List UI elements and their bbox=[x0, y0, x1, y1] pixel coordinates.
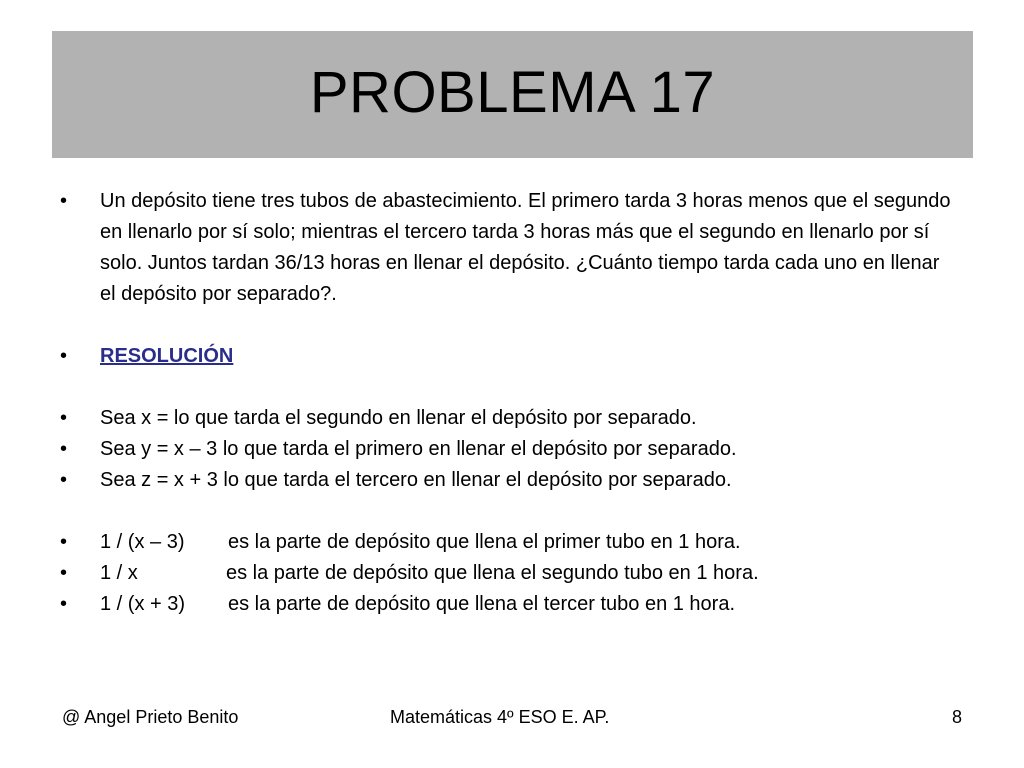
definition-x bbox=[60, 403, 960, 434]
bullet-icon: • bbox=[60, 345, 68, 367]
title-bar bbox=[52, 31, 973, 158]
rate-first-tube bbox=[60, 527, 960, 558]
resolution-link[interactable]: RESOLUCIÓN bbox=[100, 345, 234, 367]
rate-third-text: es la parte de depósito que llena el tercer tubo en 1 hora. bbox=[228, 593, 736, 615]
bullet-icon: • bbox=[60, 469, 68, 491]
definition-z-text: Sea z = x + 3 lo que tarda el tercero en llenar el depósito por separado. bbox=[100, 469, 732, 491]
bullet-icon: • bbox=[60, 407, 68, 429]
rate-first-text: es la parte de depósito que llena el primer tubo en 1 hora. bbox=[228, 531, 741, 553]
rate-second-expr: 1 / x bbox=[100, 562, 138, 584]
footer-author: @ Angel Prieto Benito bbox=[62, 707, 239, 727]
problem-statement bbox=[60, 186, 960, 310]
resolution-heading bbox=[60, 341, 960, 372]
rate-third-tube bbox=[60, 589, 960, 620]
definition-x-text: Sea x = lo que tarda el segundo en llenar el depósito por separado. bbox=[100, 407, 697, 429]
rate-second-tube bbox=[60, 558, 960, 589]
bullet-icon: • bbox=[60, 438, 68, 460]
rate-second-text: es la parte de depósito que llena el segundo tubo en 1 hora. bbox=[226, 562, 759, 584]
definition-y bbox=[60, 434, 960, 465]
bullet-icon: • bbox=[60, 562, 68, 584]
slide-content bbox=[60, 186, 960, 620]
definition-z bbox=[60, 465, 960, 496]
footer-page-number: 8 bbox=[952, 707, 963, 727]
bullet-icon: • bbox=[60, 593, 68, 615]
problem-text: Un depósito tiene tres tubos de abastecimiento. El primero tarda 3 horas menos que el segundo en llenarlo por sí solo; mientras el tercero tarda 3 horas más que el segundo en llenarlo por sí solo. Juntos tardan 36/13 horas en llenar el depósito. ¿Cuánto tiempo tarda cada uno en llenar el depósito por separado?. bbox=[100, 190, 951, 305]
bullet-icon: • bbox=[60, 531, 68, 553]
rate-third-expr: 1 / (x + 3) bbox=[100, 593, 186, 615]
bullet-icon: • bbox=[60, 190, 68, 212]
slide-title: PROBLEMA 17 bbox=[309, 60, 716, 125]
definition-y-text: Sea y = x – 3 lo que tarda el primero en llenar el depósito por separado. bbox=[100, 438, 737, 460]
rate-first-expr: 1 / (x – 3) bbox=[100, 531, 185, 553]
footer-course: Matemáticas 4º ESO E. AP. bbox=[390, 707, 610, 727]
